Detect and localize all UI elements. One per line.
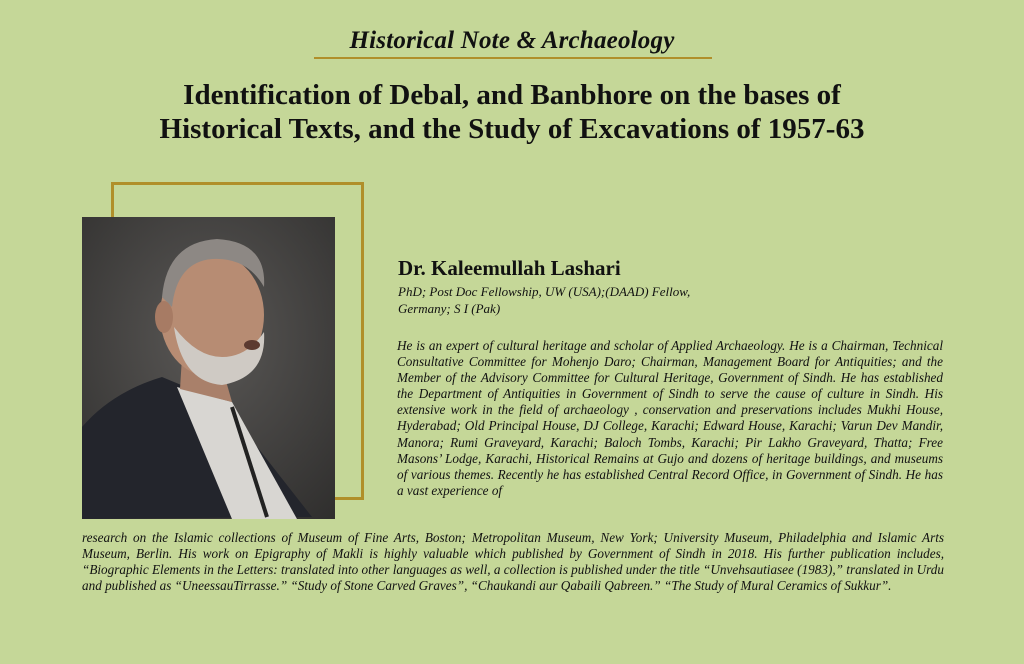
bio-line: work in the field of archaeology , conservation and preservations includes Mukhi House,	[450, 402, 944, 418]
bio-line: Management Board for Antiquities; and the Member of the Advisory Committee for	[397, 354, 944, 386]
credentials-line: Germany; S I (Pak)	[398, 301, 501, 316]
bio-line: Cultural Heritage, Government of Sindh. He has established the Department of	[397, 370, 943, 402]
bio-line: further publication includes, “Biographic Elements in the Letters: translated into other languages as well, a collection is published under	[82, 546, 945, 578]
article-title	[0, 78, 1024, 146]
author-credentials	[398, 283, 758, 317]
section-label: Historical Note & Archaeology	[349, 27, 675, 54]
author-portrait	[82, 217, 335, 519]
bio-line: Hyderabad; Old Principal House, DJ College, Karachi; Edward House, Karachi; Varun	[397, 418, 873, 434]
bio-line: established Central Record Office, in Government of Sindh. He has a vast experience of	[397, 466, 943, 498]
author-name: Dr. Kaleemullah Lashari	[398, 256, 621, 280]
bio-line: the title “Unvehsautiasee (1983),” translated in Urdu and published as “UneessauTirrasse.” “Study of Stone Carved Graves”, “Chaukandi	[82, 562, 944, 594]
bio-paragraph-lower	[82, 530, 944, 594]
bio-line: aur Qabaili Qabreen.” “The Study of Mural Ceramics of Sukkur”.	[539, 578, 892, 594]
bio-line: Graveyard, Thatta; Free Masons’ Lodge, Karachi, Historical Remains at Gujo and	[397, 434, 943, 466]
bio-line: and Islamic Arts Museum, Berlin. His work on Epigraphy of Makli is highly valuable which published by Government of Sindh in 2018. His	[82, 530, 944, 562]
bio-line: He is an expert of cultural heritage and scholar of Applied Archaeology. He is a	[397, 338, 828, 353]
bio-line: Antiquities in Government of Sindh to serve the cause of culture in Sindh. His extensive	[397, 386, 943, 418]
bio-line: Dev Mandir, Manora; Rumi Graveyard, Karachi; Baloch Tombs, Karachi; Pir Lakho	[397, 418, 943, 450]
title-line: Identification of Debal, and Banbhore on the bases of	[183, 79, 841, 111]
bio-paragraph-upper	[397, 338, 943, 499]
credentials-line: PhD; Post Doc Fellowship, UW (USA);(DAAD) Fellow,	[398, 284, 691, 299]
title-line: Historical Texts, and the Study of Excavations of 1957-63	[159, 113, 865, 145]
bio-line: research on the Islamic collections of Museum of Fine Arts, Boston; Metropolitan Museum, New York; University Museum, Philadelphia	[82, 530, 847, 545]
bio-line: dozens of heritage buildings, and museums of various themes. Recently he has	[397, 450, 944, 482]
bio-line: Chairman, Technical Consultative Committee for Mohenjo Daro; Chairman,	[397, 338, 944, 370]
section-underline	[314, 57, 712, 59]
